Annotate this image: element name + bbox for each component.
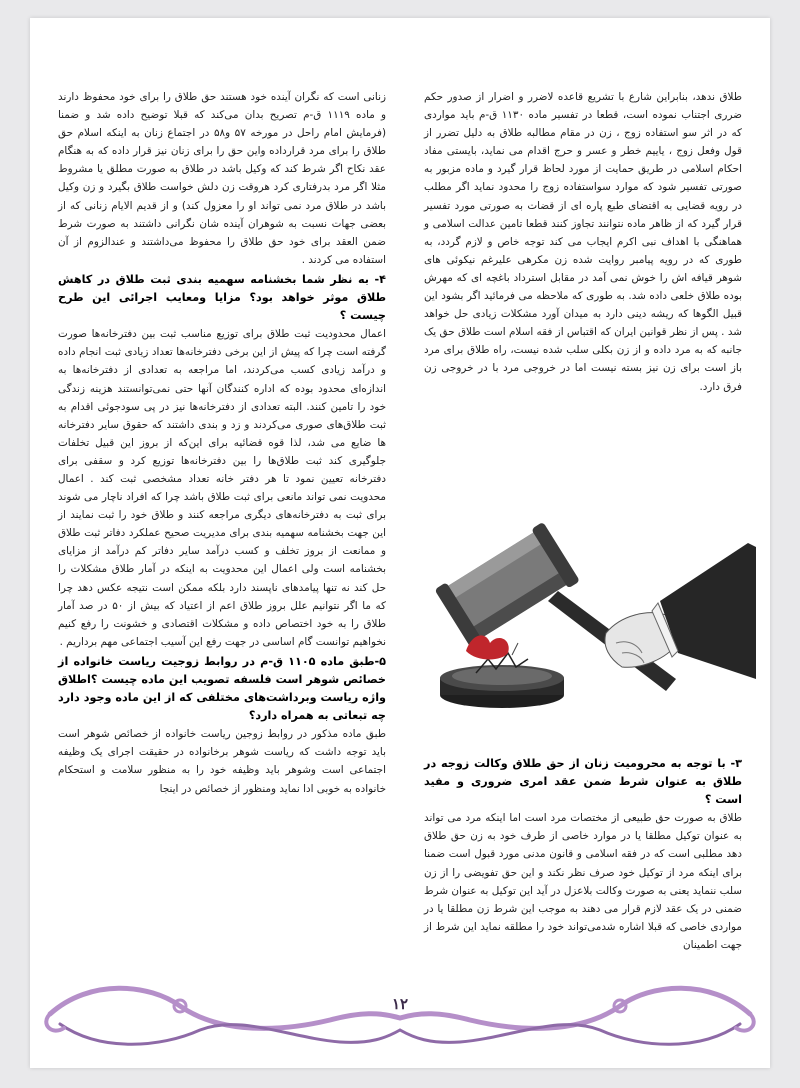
question-5-heading: ۵-طبق ماده ۱۱۰۵ ق-م در روابط زوجیت ریاست خانواده از خصائص شوهر است فلسفه تصویب این ماده چیست ؟اطلاق واژه ریاست وبرداشت‌های مختلفی که از این ماده وجود دارد چه تبعاتی به همراه دارد؟ — [58, 654, 386, 723]
swirl-ornament — [30, 968, 770, 1068]
magazine-page — [30, 18, 770, 1068]
page-number: ۱۲ — [391, 995, 409, 1013]
left-column — [58, 88, 386, 798]
intro-paragraph: طلاق ندهد، بنابراین شارع با تشریع قاعده لاضرر و اضرار از صدور حکم ضرری اجتناب نموده است، قطعا در تفسیر ماده ۱۱۳۰ ق-م باید مواردی که در اثر سو استفاده زوج ، زن در مقام مطالبه طلاق به دلیل تضرر از قول وفعل زوج ، یاییم خطر و عسر و حرج اقدام می نماید، بایستی مفاد احکام اسلامی در طریق حمایت از مورد لحاظ قرار گیرد و ماده مزبور به صورتی تفسیر شود که موارد سواستفاده زوج را محدود نماید اگر مطلب در رویه قضایی به اقتضای طبع پاره ای از قضات به صورتی مورد تفسیر قرار گیرد که از ظاهر ماده نتوانند تجاوز کنند قطعا تامین عدالت اسلامی و هماهنگی با اهداف نبی اکرم ایجاب می کند توجه خاص و لازم گردد، به طوری که در رویه پیامبر روایت شده زن مکرهی علیرغم نیکوئی های شوهر قیافه اش را خوش نمی آمد در مقابل استرداد باغچه ای که مهرش بوده طلاق خلعی داده شد. به طوری که ملاحظه می فرمائید اگر بشود این قبیل الگوها که ریشه دینی دارد به میدان آورد مشکلات زیادی حل خواهد شد . پس از نظر قوانین ایران که اقتباس از فقه اسلام است طلاق حق یک جانبه که به مرد داده و از زن بکلی سلب شده نیست، راه طلاق برای مرد باز است برای زن نیز بسته نیست اما در خروجی مرد با در خروجی زن فرق دارد. — [424, 91, 742, 393]
question-3-heading: ۳- با توجه به محرومیت زنان از حق طلاق وکالت زوجه در طلاق به عنوان شرط ضمن عقد امری ضروری و مفید است ؟ — [424, 757, 742, 807]
question-3-block — [424, 753, 742, 954]
right-column — [424, 88, 742, 396]
continuation-paragraph: زنانی است که نگران آینده خود هستند حق طلاق را برای خود محفوظ دارند و ماده ۱۱۱۹ ق-م تصریح بدان می‌کند که قبلا توضیح داده شد و ضمنا (فرمایش امام راحل در مورخه ۵۷ و۵۸ در اجتماع زنان به اینکه اسلام حق طلاق را برای مرد قرارداده واین حق را برای زنان نیز قرار داده که به هنگام عقد نکاح اگر شرط کند که وکیل باشد در طلاق به صورت مطلق یا مشروط مثلا اگر مرد بدرفتاری کرد هروقت زن دلش خواست طلاق بگیرد و زن وکیل باشد در طلاق مرد نمی تواند او را معزول کند) و از قدیم الایام زنانی که از بعضی جهات نسبت به شوهران آینده شان نگرانی داشتند به صورت شرط ضمن العقد برای خود حق طلاق را محفوظ می‌داشتند و عندالزوم از آن استفاده می کردند . — [58, 91, 387, 266]
question-4-answer: اعمال محدودیت ثبت طلاق برای توزیع مناسب ثبت بین دفترخانه‌ها صورت گرفته است چرا که پیش از این برخی دفترخانه‌ها تعداد زیادی ثبت انجام داده و درآمد زیادی کسب می‌کردند، اما مراجعه به تعدادی از دفترخانه‌ها به اندازه‌ای محدود بوده که اداره کنندگان آنها حتی نمی‌توانستند هزینه زندگی خود را تامین کنند. البته تعدادی از دفترخانه‌ها نیز در پی سودجوئی اقدام به ثبت طلاق‌های صوری می‌کردند و زد و بندی داشتند که حقوق سایر دفترخانه ها ضایع می شد، لذا قوه قضائیه برای این‌که از بروز این قبیل تخلفات جلوگیری کند ثبت طلاق‌ها را بین دفترخانه‌ها توزیع کرد و سقفی برای دفترخانه تعیین نمود تا هر دفتر خانه تعداد مشخصی ثبت کند . اعمال محدویت نمی تواند مانعی برای ثبت طلاق باشد چرا که افراد ناچار می شوند برای ثبت به دفترخانه‌های دیگری مراجعه کنند و طلاق خود را ثبت نمایند از این جهت بخشنامه سهمیه بندی برای مدیریت صحیح عملکرد دفاتر ثبت طلاق و ممانعت از بروز تخلف و کسب درآمد سایر دفاتر کم درآمد از مزایای بخشنامه است ولی اعمال این محدویت به اینکه در آمار طلاق مشکلات را حل کند نه تنها پیامدهای ناپسند دارد بلکه ممکن است نتیجه عکس دهد چرا که ما اگر نتوانیم علل بروز طلاق اعم از اعتیاد که بیش از ۵۰ در صد آمار طلاق را به خود اختصاص داده و مشکلات اقتصادی و خشونت را رفع کنیم نخواهیم توانست گام اساسی در جهت رفع این آسیب اجتماعی مهم برداریم . — [58, 328, 386, 648]
gavel-hand-illustration — [416, 483, 756, 733]
question-3-answer: طلاق به صورت حق طبیعی از مختصات مرد است اما اینکه مرد می تواند به عنوان توکیل مطلقا یا در موارد خاصی از طرف خود به زن حق طلاق دهد مطلبی است که در فقه اسلامی و قانون مدنی مورد قبول است ضمنا برای اینکه مرد از توکیل خود صرف نظر نکند و این حق تفویضی را از زن سلب ننماید یعنی به صورت وکالت بلاعزل در آید این توکیل به عنوان شرط ضمنی در یک عقد لازم قرار می دهند به موجب این شرط زن مطلقا یا در مواردی خاصی که قبلا اشاره شدمی‌تواند خود را مطلقه نماید این شرط از جهت اطمینان — [424, 812, 742, 951]
question-5-answer: طبق ماده مذکور در روابط زوجین ریاست خانواده از خصائص شوهر است باید توجه داشت که ریاست شوهر برخانواده در حقیقت اجرای یک وظیفه اجتماعی است وشوهر باید وظیفه خود را به منظور سلامت و استحکام خانواده به خوبی ادا نماید ومنظور از خصائص در اینجا — [58, 728, 386, 795]
question-4-heading: ۴- به نظر شما بخشنامه سهمیه بندی ثبت طلاق در کاهش طلاق موثر خواهد بود؟ مزایا ومعایب اجرائی این طرح چیست ؟ — [58, 272, 386, 323]
